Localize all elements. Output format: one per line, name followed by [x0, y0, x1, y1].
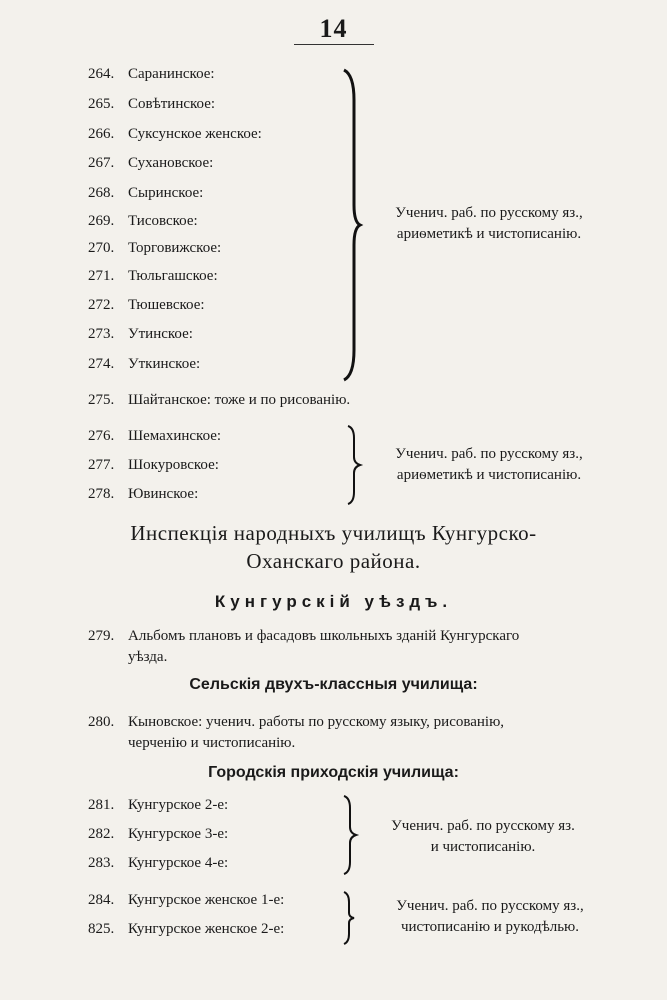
- entry-number: 276.: [88, 428, 115, 444]
- entry-number: 280.: [88, 714, 115, 730]
- entry-273: [88, 326, 193, 343]
- brace-group-1: [340, 70, 360, 380]
- entry-name: Суксунское женское:: [128, 126, 262, 142]
- entry-number: 264.: [88, 66, 115, 82]
- brace-group-4: [342, 892, 356, 944]
- entry-name: Ювинское:: [128, 486, 199, 502]
- note-line: и чистописанію.: [430, 839, 536, 855]
- entry-number: 269.: [88, 213, 115, 229]
- entry-284: [88, 892, 284, 909]
- entry-277: [88, 457, 219, 474]
- entry-272: [88, 297, 205, 314]
- entry-text: Альбомъ плановъ и фасадовъ школьныхъ зданій Кунгурскаго: [128, 628, 520, 644]
- entry-name: Шемахинское:: [128, 428, 222, 444]
- entry-name: Сыринское:: [128, 185, 204, 201]
- entry-279-line1: [88, 626, 628, 647]
- entry-280-line1: [88, 712, 628, 733]
- entry-266: [88, 126, 262, 143]
- entry-283: [88, 855, 228, 872]
- uezd-heading: Кунгурскій уѣздъ.: [214, 592, 453, 611]
- entry-825: [88, 921, 284, 938]
- note-line: Ученич. раб. по русскому яз.: [391, 818, 575, 834]
- entry-number: 283.: [88, 855, 115, 871]
- entry-278: [88, 486, 198, 503]
- note-line: Ученич. раб. по русскому яз.,: [396, 898, 584, 914]
- entry-268: [88, 185, 203, 202]
- entry-number: 272.: [88, 297, 115, 313]
- entry-number: 277.: [88, 457, 115, 473]
- entry-number: 279.: [88, 628, 115, 644]
- entry-number: 825.: [88, 921, 115, 937]
- note-line: Ученич. раб. по русскому яз.,: [395, 446, 583, 462]
- entry-name: Шокуровское:: [128, 457, 219, 473]
- page-number: 14: [319, 14, 348, 43]
- entry-name: Сухановское:: [128, 155, 214, 171]
- entry-279: [88, 626, 628, 668]
- entry-265: [88, 96, 215, 113]
- inspection-heading-line1: Инспекція народныхъ училищъ Кунгурско-: [130, 521, 537, 545]
- inspection-heading-line2: Оханскаго района.: [246, 549, 421, 573]
- entry-number: 282.: [88, 826, 115, 842]
- page-number-underline: [294, 44, 374, 45]
- entry-number: 273.: [88, 326, 115, 342]
- entry-name: Кунгурское женское 2-е:: [128, 921, 285, 937]
- entry-name: Уткинское:: [128, 356, 201, 372]
- brace-note-group-2: [364, 444, 614, 486]
- entry-269: [88, 213, 198, 230]
- entry-number: 271.: [88, 268, 115, 284]
- entry-number: 274.: [88, 356, 115, 372]
- entry-number: 265.: [88, 96, 115, 112]
- entry-274: [88, 356, 200, 373]
- entry-279-line2: уѣзда.: [128, 649, 168, 665]
- entry-name: Кунгурское 2-е:: [128, 797, 229, 813]
- entry-275: [88, 392, 350, 409]
- entry-name: Тюльгашское:: [128, 268, 218, 284]
- entry-name: Совѣтинское:: [128, 96, 216, 112]
- entry-number: 284.: [88, 892, 115, 908]
- note-line: ариѳметикѣ и чистописанію.: [396, 467, 582, 483]
- entry-280: [88, 712, 628, 754]
- entry-name: Кунгурское 3-е:: [128, 826, 229, 842]
- note-line: Ученич. раб. по русскому яз.,: [395, 205, 583, 221]
- entry-number: 268.: [88, 185, 115, 201]
- entry-267: [88, 155, 213, 172]
- entry-number: 278.: [88, 486, 115, 502]
- entry-text: Кыновское: ученич. работы по русскому языку, рисованію,: [128, 714, 505, 730]
- entry-number: 266.: [88, 126, 115, 142]
- entry-name: Утинское:: [128, 326, 193, 342]
- brace-note-group-1: [364, 203, 614, 245]
- entry-number: 270.: [88, 240, 115, 256]
- entry-number: 275.: [88, 392, 115, 408]
- entry-264: [88, 66, 215, 83]
- entry-name: Торговижское:: [128, 240, 222, 256]
- brace-note-group-3: [358, 816, 608, 858]
- entry-name: Тюшевское:: [128, 297, 205, 313]
- brace-note-group-4: [360, 896, 620, 938]
- brace-group-3: [342, 796, 358, 874]
- note-line: ариѳметикѣ и чистописанію.: [396, 226, 582, 242]
- city-schools-heading: Городскія приходскія училища:: [208, 764, 459, 781]
- entry-name: Тисовское:: [128, 213, 198, 229]
- entry-name: Саранинское:: [128, 66, 215, 82]
- entry-name: Кунгурское 4-е:: [128, 855, 229, 871]
- entry-name: Кунгурское женское 1-е:: [128, 892, 285, 908]
- entry-270: [88, 240, 221, 257]
- entry-282: [88, 826, 228, 843]
- entry-number: 267.: [88, 155, 115, 171]
- entry-271: [88, 268, 218, 285]
- entry-text: Шайтанское: тоже и по рисованію.: [128, 392, 351, 408]
- entry-280-line2: черченію и чистописанію.: [128, 735, 296, 751]
- entry-281: [88, 797, 228, 814]
- rural-schools-heading: Сельскія двухъ-классныя училища:: [189, 676, 478, 693]
- note-line: чистописанію и рукодѣлью.: [400, 919, 580, 935]
- entry-276: [88, 428, 221, 445]
- entry-number: 281.: [88, 797, 115, 813]
- brace-group-2: [346, 426, 362, 504]
